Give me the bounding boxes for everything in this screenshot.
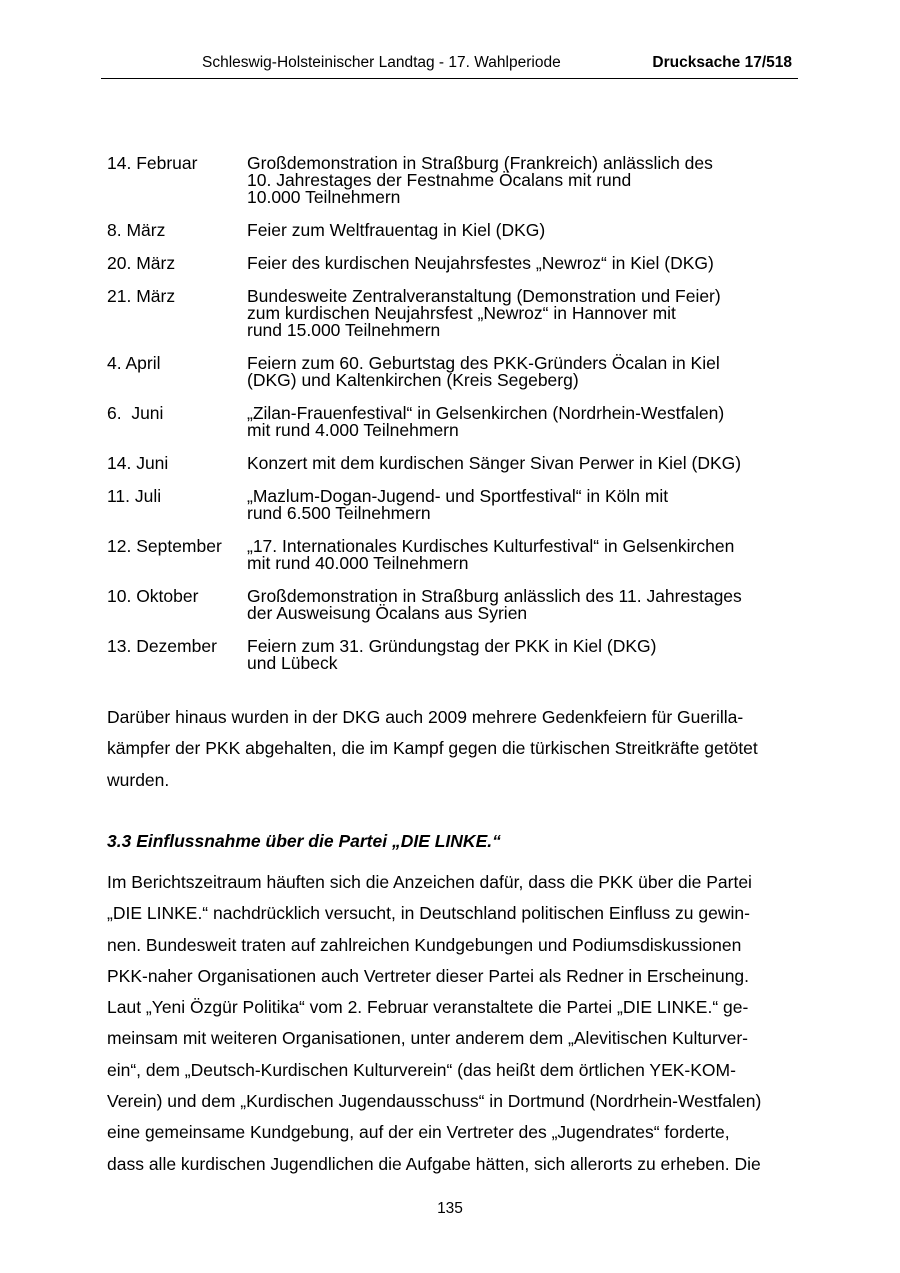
page-number: 135 xyxy=(437,1200,463,1217)
event-date: 12. September xyxy=(107,536,222,556)
event-list xyxy=(107,155,797,688)
event-description: „17. Internationales Kurdisches Kulturfestival“ in Gelsenkirchen mit rund 40.000 Teilnehmern xyxy=(247,536,735,573)
document-reference: Drucksache 17/518 xyxy=(652,54,792,71)
event-row xyxy=(107,455,797,472)
paragraph-influence xyxy=(107,867,797,1180)
paragraph-guerilla-memorials xyxy=(107,702,797,796)
paragraph-line: meinsam mit weiteren Organisationen, unter anderem dem „Alevitischen Kulturver- xyxy=(107,1028,748,1049)
event-row xyxy=(107,405,797,439)
event-date: 20. März xyxy=(107,253,176,273)
paragraph-line: dass alle kurdischen Jugendlichen die Aufgabe hätten, sich allerorts zu erheben. Die xyxy=(107,1153,761,1174)
paragraph-line: Laut „Yeni Özgür Politika“ vom 2. Februar veranstaltete die Partei „DIE LINKE.“ ge- xyxy=(107,997,749,1018)
event-date: 8. März xyxy=(107,220,166,240)
paragraph-line: kämpfer der PKK abgehalten, die im Kampf gegen die türkischen Streitkräfte getötet xyxy=(107,738,758,759)
event-date: 21. März xyxy=(107,286,176,306)
event-description: Bundesweite Zentralveranstaltung (Demonstration und Feier) zum kurdischen Neujahrsfest „Newroz“ in Hannover mit rund 15.000 Teilnehmern xyxy=(247,286,721,340)
paragraph-line: ein“, dem „Deutsch-Kurdischen Kulturverein“ (das heißt dem örtlichen YEK-KOM- xyxy=(107,1059,736,1080)
header-title: Schleswig-Holsteinischer Landtag - 17. Wahlperiode xyxy=(202,54,561,71)
event-row xyxy=(107,588,797,622)
event-row xyxy=(107,488,797,522)
event-description: „Mazlum-Dogan-Jugend- und Sportfestival“ in Köln mit rund 6.500 Teilnehmern xyxy=(247,486,669,523)
event-description: Feiern zum 31. Gründungstag der PKK in Kiel (DKG) und Lübeck xyxy=(247,636,657,673)
event-row xyxy=(107,355,797,389)
event-description: Feier zum Weltfrauentag in Kiel (DKG) xyxy=(247,220,546,240)
event-date: 13. Dezember xyxy=(107,636,217,656)
event-date: 4. April xyxy=(107,353,161,373)
event-row xyxy=(107,288,797,339)
paragraph-line: wurden. xyxy=(107,769,170,790)
event-date: 14. Februar xyxy=(107,153,198,173)
paragraph-line: Verein) und dem „Kurdischen Jugendausschuss“ in Dortmund (Nordrhein-Westfalen) xyxy=(107,1091,762,1112)
event-row xyxy=(107,638,797,672)
page-header xyxy=(101,52,798,79)
paragraph-line: PKK-naher Organisationen auch Vertreter dieser Partei als Redner in Erscheinung. xyxy=(107,965,750,986)
paragraph-line: Darüber hinaus wurden in der DKG auch 2009 mehrere Gedenkfeiern für Guerilla- xyxy=(107,707,744,727)
event-description: Großdemonstration in Straßburg anlässlich des 11. Jahrestages der Ausweisung Öcalans aus Syrien xyxy=(247,586,742,623)
event-date: 6. Juni xyxy=(107,403,164,423)
paragraph-line: eine gemeinsame Kundgebung, auf der ein Vertreter des „Jugendrates“ forderte, xyxy=(107,1122,730,1143)
event-row xyxy=(107,255,797,272)
event-row xyxy=(107,538,797,572)
event-description: „Zilan-Frauenfestival“ in Gelsenkirchen (Nordrhein-Westfalen) mit rund 4.000 Teilnehmern xyxy=(247,403,725,440)
paragraph-line: nen. Bundesweit traten auf zahlreichen Kundgebungen und Podiumsdiskussionen xyxy=(107,934,742,955)
event-row xyxy=(107,155,797,206)
paragraph-line: Im Berichtszeitraum häuften sich die Anzeichen dafür, dass die PKK über die Partei xyxy=(107,872,752,892)
event-description: Feier des kurdischen Neujahrsfestes „Newroz“ in Kiel (DKG) xyxy=(247,253,714,273)
event-row xyxy=(107,222,797,239)
event-description: Großdemonstration in Straßburg (Frankreich) anlässlich des 10. Jahrestages der Festnahme Öcalans mit rund 10.000 Teilnehmern xyxy=(247,153,713,207)
event-date: 11. Juli xyxy=(107,486,162,506)
event-description: Feiern zum 60. Geburtstag des PKK-Gründers Öcalan in Kiel (DKG) und Kaltenkirchen (Kreis Segeberg) xyxy=(247,353,720,390)
event-description: Konzert mit dem kurdischen Sänger Sivan Perwer in Kiel (DKG) xyxy=(247,453,742,473)
event-date: 10. Oktober xyxy=(107,586,199,606)
event-date: 14. Juni xyxy=(107,453,169,473)
paragraph-line: „DIE LINKE.“ nachdrücklich versucht, in Deutschland politischen Einfluss zu gewin- xyxy=(107,903,750,924)
section-heading: 3.3 Einflussnahme über die Partei „DIE LINKE.“ xyxy=(107,831,501,851)
